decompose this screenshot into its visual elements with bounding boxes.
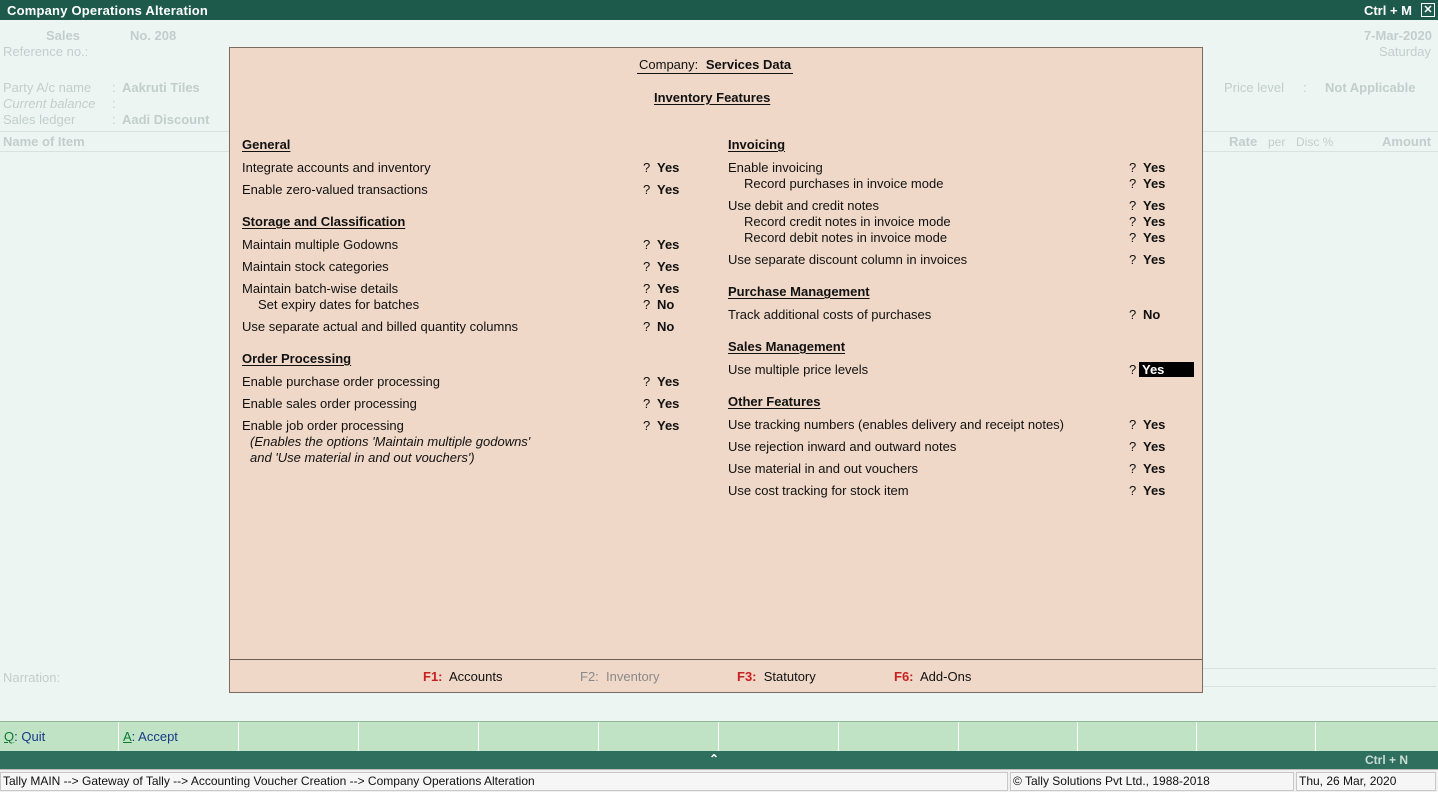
bg-party-label: Party A/c name [3, 80, 92, 95]
bg-colon: : [112, 96, 116, 111]
question-mark: ? [643, 396, 651, 411]
bg-date: 7-Mar-2020 [1364, 28, 1432, 43]
value-debit-notes-invoice[interactable]: Yes [1143, 230, 1166, 245]
value-cost-tracking[interactable]: Yes [1143, 483, 1166, 498]
question-mark: ? [1129, 176, 1137, 191]
value-expiry-dates[interactable]: No [657, 297, 675, 312]
question-mark: ? [643, 418, 651, 433]
close-icon[interactable]: ✕ [1421, 3, 1435, 17]
question-mark: ? [643, 319, 651, 334]
value-batch-wise[interactable]: Yes [657, 281, 680, 296]
window-title: Company Operations Alteration [7, 3, 209, 18]
bg-colon: : [1303, 80, 1307, 95]
value-enable-invoicing[interactable]: Yes [1143, 160, 1166, 175]
f1-accounts-button[interactable] [423, 669, 503, 684]
value-material-vouchers[interactable]: Yes [1143, 461, 1166, 476]
label-godowns: Maintain multiple Godowns [242, 237, 399, 252]
button-bar [0, 721, 1438, 751]
header-purchase-management: Purchase Management [728, 284, 870, 299]
question-mark: ? [643, 182, 651, 197]
f6-key: F6: [894, 669, 914, 684]
question-mark: ? [1129, 307, 1137, 322]
dialog-footer [230, 659, 1202, 692]
f3-label: Statutory [763, 669, 816, 684]
question-mark: ? [1129, 252, 1137, 267]
bg-narration-label: Narration: [3, 670, 61, 685]
value-debit-credit-notes[interactable]: Yes [1143, 198, 1166, 213]
bg-price-level-label: Price level [1224, 80, 1284, 95]
bg-day: Saturday [1379, 44, 1432, 59]
header-storage: Storage and Classification [242, 214, 406, 229]
empty-button-slot [1078, 722, 1197, 751]
question-mark: ? [1129, 160, 1137, 175]
label-record-purchases: Record purchases in invoice mode [744, 176, 944, 191]
f1-key: F1: [423, 669, 443, 684]
empty-button-slot [479, 722, 599, 751]
header-general: General [242, 137, 291, 152]
value-discount-column[interactable]: Yes [1143, 252, 1166, 267]
bg-voucher-no: No. 208 [130, 28, 177, 43]
f3-statutory-button[interactable] [737, 669, 816, 684]
quit-label: : Quit [14, 729, 46, 744]
bg-sales-ledger-value: Aadi Discount [122, 112, 210, 127]
question-mark: ? [643, 297, 651, 312]
label-debit-credit-notes: Use debit and credit notes [728, 198, 880, 213]
empty-button-slot [359, 722, 479, 751]
label-actual-billed: Use separate actual and billed quantity columns [242, 319, 519, 334]
value-job-order[interactable]: Yes [657, 418, 680, 433]
question-mark: ? [643, 281, 651, 296]
f2-inventory-button[interactable] [580, 669, 660, 684]
value-purchase-order[interactable]: Yes [657, 374, 680, 389]
empty-button-slot [1197, 722, 1316, 751]
empty-button-slot [239, 722, 359, 751]
job-order-hint-line1: (Enables the options 'Maintain multiple godowns' [250, 434, 531, 449]
strip-shortcut: Ctrl + N [1364, 753, 1408, 767]
title-bar [0, 0, 1438, 20]
question-mark: ? [643, 374, 651, 389]
empty-button-slot [719, 722, 839, 751]
value-integrate-accounts[interactable]: Yes [657, 160, 680, 175]
header-sales-management: Sales Management [728, 339, 846, 354]
question-mark: ? [1129, 230, 1137, 245]
label-enable-invoicing: Enable invoicing [728, 160, 823, 175]
header-other-features: Other Features [728, 394, 821, 409]
question-mark: ? [643, 237, 651, 252]
company-line [637, 57, 793, 74]
label-discount-column: Use separate discount column in invoices [728, 252, 968, 267]
value-zero-valued[interactable]: Yes [657, 182, 680, 197]
header-order-processing: Order Processing [242, 351, 352, 366]
header-invoicing: Invoicing [728, 137, 786, 152]
label-rejection-notes: Use rejection inward and outward notes [728, 439, 957, 454]
value-actual-billed[interactable]: No [657, 319, 675, 334]
value-sales-order[interactable]: Yes [657, 396, 680, 411]
question-mark: ? [643, 160, 651, 175]
status-path: Tally MAIN --> Gateway of Tally --> Accounting Voucher Creation --> Company Operations Alteration [0, 772, 1008, 791]
accept-key: A [123, 729, 132, 744]
f6-addons-button[interactable] [894, 669, 971, 684]
bg-col-disc: Disc % [1296, 135, 1334, 149]
label-sales-order: Enable sales order processing [242, 396, 417, 411]
accept-button[interactable] [119, 722, 239, 751]
bg-narration-field [1202, 668, 1436, 687]
empty-button-slot [959, 722, 1078, 751]
question-mark: ? [1129, 214, 1137, 229]
bg-voucher-type: Sales [46, 28, 80, 43]
value-price-levels-selected[interactable]: Yes [1139, 362, 1194, 377]
f6-label: Add-Ons [920, 669, 972, 684]
question-mark: ? [643, 259, 651, 274]
value-additional-costs[interactable]: No [1143, 307, 1161, 322]
label-zero-valued: Enable zero-valued transactions [242, 182, 428, 197]
question-mark: ? [1129, 362, 1137, 377]
label-material-vouchers: Use material in and out vouchers [728, 461, 919, 476]
bg-col-per: per [1268, 135, 1286, 149]
bg-col-name-of-item: Name of Item [3, 134, 85, 149]
label-price-levels: Use multiple price levels [728, 362, 869, 377]
label-purchase-order: Enable purchase order processing [242, 374, 441, 389]
empty-button-slot [839, 722, 959, 751]
status-bar [0, 769, 1438, 792]
quit-button[interactable] [0, 722, 119, 751]
f2-key: F2: [580, 669, 599, 684]
status-date: Thu, 26 Mar, 2020 [1296, 772, 1436, 791]
label-integrate-accounts: Integrate accounts and inventory [242, 160, 431, 175]
label-batch-wise: Maintain batch-wise details [242, 281, 399, 296]
question-mark: ? [1129, 417, 1137, 432]
inventory-features-dialog [229, 47, 1203, 693]
titlebar-shortcut: Ctrl + M [1363, 3, 1412, 18]
label-credit-notes-invoice: Record credit notes in invoice mode [744, 214, 951, 229]
f1-label: Accounts [449, 669, 503, 684]
label-debit-notes-invoice: Record debit notes in invoice mode [744, 230, 948, 245]
value-stock-categories[interactable]: Yes [657, 259, 680, 274]
bg-sales-ledger-label: Sales ledger [3, 112, 76, 127]
question-mark: ? [1129, 461, 1137, 476]
value-rejection-notes[interactable]: Yes [1143, 439, 1166, 454]
company-name: Services Data [705, 57, 792, 72]
job-order-hint-line2: and 'Use material in and out vouchers') [250, 450, 475, 465]
bg-col-rate: Rate [1229, 134, 1258, 149]
label-job-order: Enable job order processing [242, 418, 404, 433]
status-copyright: © Tally Solutions Pvt Ltd., 1988-2018 [1010, 772, 1294, 791]
label-additional-costs: Track additional costs of purchases [728, 307, 932, 322]
bg-current-balance-label: Current balance [3, 96, 96, 111]
quit-key: Q [4, 729, 15, 744]
value-tracking-numbers[interactable]: Yes [1143, 417, 1166, 432]
f3-key: F3: [737, 669, 757, 684]
question-mark: ? [1129, 439, 1137, 454]
label-stock-categories: Maintain stock categories [242, 259, 389, 274]
dialog-title: Inventory Features [654, 90, 771, 105]
question-mark: ? [1129, 483, 1137, 498]
empty-button-slot [1316, 722, 1438, 751]
label-expiry-dates: Set expiry dates for batches [258, 297, 420, 312]
bg-party-value: Aakruti Tiles [122, 80, 200, 95]
bg-col-amount: Amount [1382, 134, 1432, 149]
bg-colon: : [112, 80, 116, 95]
value-credit-notes-invoice[interactable]: Yes [1143, 214, 1166, 229]
question-mark: ? [1129, 198, 1137, 213]
bg-reference-label: Reference no.: [3, 44, 89, 59]
bg-colon: : [112, 112, 116, 127]
label-cost-tracking: Use cost tracking for stock item [728, 483, 909, 498]
empty-button-slot [599, 722, 719, 751]
company-label: Company: [639, 57, 699, 72]
bg-price-level-value: Not Applicable [1325, 80, 1416, 95]
value-record-purchases[interactable]: Yes [1143, 176, 1166, 191]
f2-label: Inventory [606, 669, 660, 684]
chevron-up-icon[interactable]: ⌃ [709, 752, 720, 766]
label-tracking-numbers: Use tracking numbers (enables delivery and receipt notes) [728, 417, 1065, 432]
bottom-strip [0, 751, 1438, 769]
value-godowns[interactable]: Yes [657, 237, 680, 252]
accept-label: : Accept [131, 729, 178, 744]
